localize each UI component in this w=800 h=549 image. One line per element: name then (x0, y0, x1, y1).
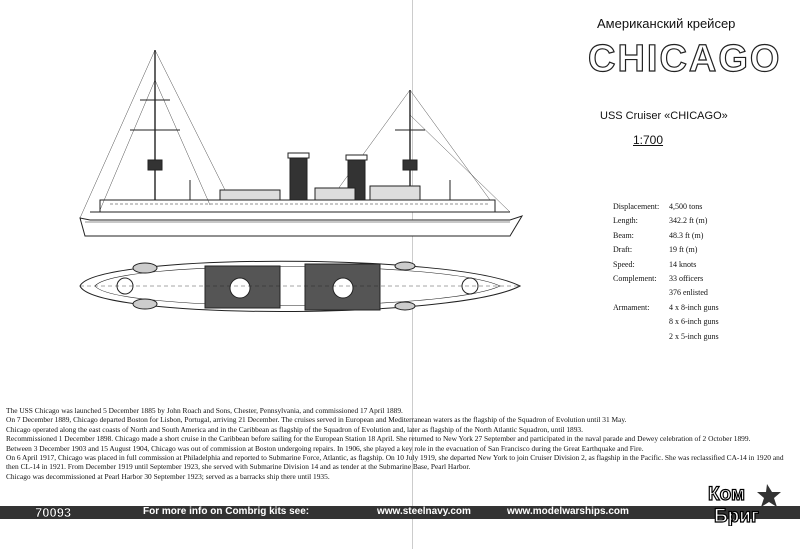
spec-row (613, 286, 749, 300)
spec-value: 4,500 tons (669, 202, 703, 211)
history-paragraph: Recommissioned 1 December 1898. Chicago made a short cruise in the Caribbean before sailing for the European Station 18 April. She returned to New York 27 September and participated in the naval parade and Dewey celebration of 2 October 1899. (6, 434, 751, 444)
spec-label: Draft: (613, 245, 633, 255)
spec-value: 33 officers (669, 274, 704, 284)
combrig-logo (704, 480, 784, 526)
spec-row (613, 272, 749, 286)
ship-name-title: CHICAGO (588, 38, 782, 80)
spec-value: 19 ft (m) (669, 245, 698, 255)
spec-value: 2 x 5-inch guns (669, 331, 719, 341)
spec-row (613, 315, 749, 329)
ship-deck-plan (75, 248, 525, 328)
history-paragraph: On 7 December 1889, Chicago departed Boston for Lisbon, Portugal, arriving 21 December. The cruises served in European and Mediterranean waters as the flagship of the Squadron of Evolution until 31 May. (6, 415, 627, 425)
spec-label (613, 315, 669, 329)
kit-code: 70093 (35, 505, 72, 520)
spec-value: 376 enlisted (669, 288, 708, 298)
ship-side-profile (70, 40, 530, 250)
spec-row (613, 258, 749, 272)
history-description (6, 406, 792, 481)
spec-label (613, 286, 669, 300)
spec-label: Speed: (613, 259, 635, 269)
logo-text-bottom: Бриг (714, 506, 759, 526)
history-paragraph: The USS Chicago was launched 5 December 1885 by John Roach and Sons, Chester, Pennsylvania, and commissioned 17 April 1889. (6, 406, 403, 415)
spec-value: 48.3 ft (m) (669, 230, 704, 240)
spec-row (613, 200, 749, 214)
spec-value: 14 knots (669, 259, 697, 269)
spec-row (613, 229, 749, 243)
scale-label: 1:700 (633, 133, 664, 147)
history-paragraph: Chicago operated along the east coasts of North and South America and in the Caribbean as flagship of the Squadron of Evolution and, later as flagship of the North Atlantic Squadron, until 1893. (6, 424, 583, 434)
spec-label: Complement: (613, 274, 657, 284)
history-paragraph: Between 3 December 1903 and 15 August 1904, Chicago was out of commission at Boston undergoing repairs. In 1906, she played a key role in the evacuation of San Francisco during the Great Earthquake and Fire. (6, 443, 644, 453)
spec-row (613, 243, 749, 257)
spec-label: Beam: (613, 230, 634, 240)
history-paragraph: Chicago was decommissioned at Pearl Harbor 30 September 1923; served as a barracks ship there until 1935. (6, 471, 330, 481)
spec-row (613, 301, 749, 315)
title-russian: Американский крейсер (597, 16, 736, 31)
title-english: USS Cruiser «CHICAGO» (600, 110, 728, 122)
specifications-table (613, 200, 749, 344)
more-info-text: For more info on Combrig kits see: (143, 506, 310, 517)
spec-value: 342.2 ft (m) (669, 216, 708, 226)
spec-value: 8 x 6-inch guns (669, 317, 719, 327)
spec-row (613, 214, 749, 228)
spec-label: Displacement: (613, 202, 660, 211)
history-paragraph: On 6 April 1917, Chicago was placed in full commission at Philadelphia and reported to Submarine Force, Atlantic, as flagship. On 10 July 1919, she departed New York to join Cruiser Division 2, as flagship in the Pacific. She was reclassified CA-14 in 1920 and then CL-14 in 1921. From December 1919 until September 1923, she served with Submarine Division 14 and as tender at the Submarine Base, Pearl Harbor. (6, 453, 784, 472)
steelnavy-link[interactable]: www.steelnavy.com (377, 506, 471, 517)
spec-label: Armament: (613, 302, 650, 312)
spec-row (613, 330, 749, 344)
spec-value: 4 x 8-inch guns (669, 302, 719, 312)
star-icon (757, 484, 781, 507)
modelwarships-link[interactable]: www.modelwarships.com (507, 506, 629, 517)
spec-label (613, 330, 669, 344)
spec-label: Length: (613, 216, 638, 226)
logo-text-top: Ком (708, 484, 746, 505)
